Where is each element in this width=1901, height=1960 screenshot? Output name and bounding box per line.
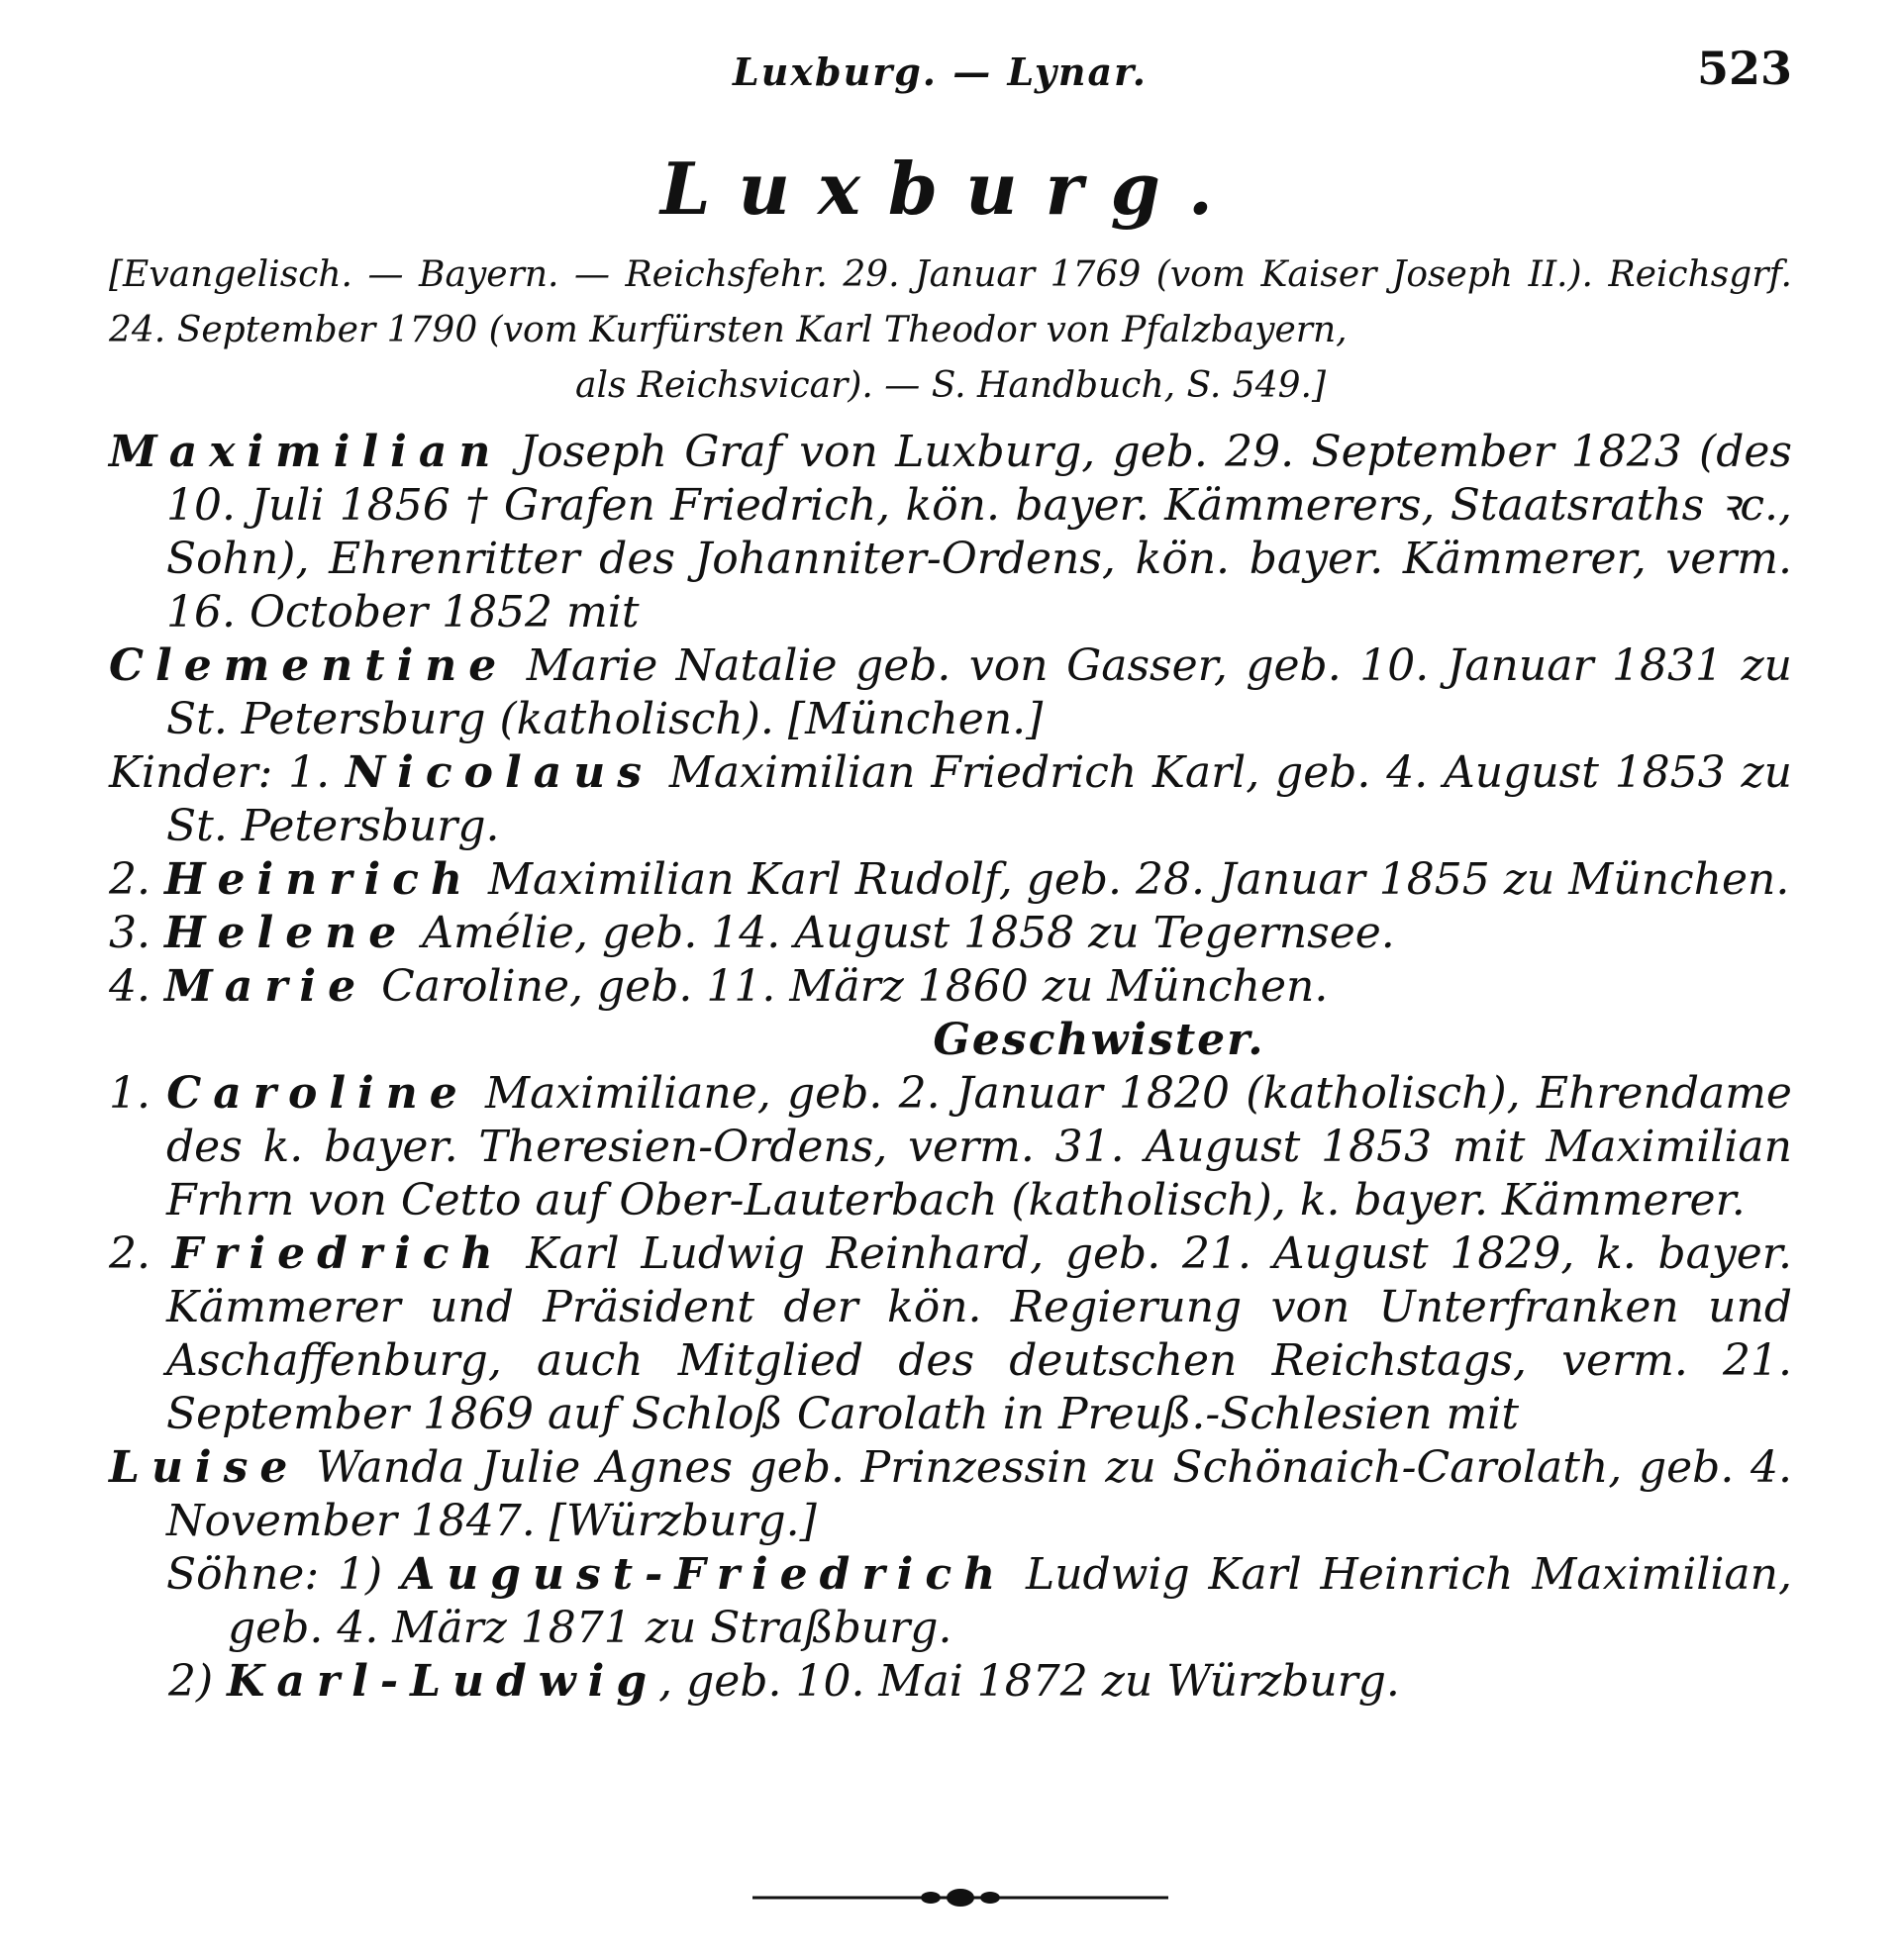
entry-text: Maximiliane, geb. 2. Januar 1820 (katholisch), Ehrendame des k. bayer. Theresien-Ordens, verm. 31. August 1853 mit Maximilian Frhrn von Cetto auf Ober-Lauterbach (katholisch), k. bayer. Kämmerer. [166,1068,1792,1225]
entry-prefix: 2. [109,854,150,905]
entry-soehne-1 [109,1548,1792,1655]
intro-line-2: als Reichsvicar). — S. Handbuch, S. 549.] [575,365,1326,406]
entry-prefix: 3. [109,908,150,958]
entry-maximilian [109,426,1792,639]
entry-name: Friedrich [171,1228,505,1279]
entry-text: Maximilian Karl Rudolf, geb. 28. Januar 1855 zu München. [487,854,1790,905]
running-title: Luxburg. — Lynar. [733,49,1148,94]
entry-soehne-2 [109,1655,1792,1709]
entry-text: Ludwig Karl Heinrich Maximilian, geb. 4. März 1871 zu Straßburg. [228,1549,1792,1653]
end-ornament-icon [752,1886,1168,1910]
entry-geschwister-1 [109,1067,1792,1227]
entry-name: August-Friedrich [401,1549,1008,1600]
entry-kinder-1 [109,746,1792,853]
entry-text: Maximilian Friedrich Karl, geb. 4. August 1853 zu St. Petersburg. [166,747,1792,851]
entry-text: Caroline, geb. 11. März 1860 zu München. [381,961,1329,1012]
entry-text: Wanda Julie Agnes geb. Prinzessin zu Schönaich-Carolath, geb. 4. November 1847. [Würzburg.] [166,1442,1792,1546]
entry-name: Helene [163,908,409,958]
entry-text: Joseph Graf von Luxburg, geb. 29. September 1823 (des 10. Juli 1856 † Grafen Friedrich, kön. bayer. Kämmerers, Staatsraths ꝛc., Sohn), Ehrenritter des Johanniter-Ordens, kön. bayer. Kämmerer, verm. 16. October 1852 mit [166,427,1792,637]
entry-geschwister-2 [109,1227,1792,1441]
entry-clementine [109,639,1792,746]
entry-prefix: Söhne: 1) [166,1549,383,1600]
entry-name: Maximilian [109,427,503,477]
entry-name: Clementine [109,640,509,691]
entry-prefix: 2) [168,1656,214,1707]
entry-prefix: 4. [109,961,150,1012]
section-heading-geschwister: Geschwister. [933,1015,1265,1065]
entry-text: , geb. 10. Mai 1872 zu Würzburg. [658,1656,1400,1707]
entry-name: Caroline [166,1068,469,1119]
entry-prefix: 1. [109,1068,150,1119]
entry-prefix: 2. [109,1228,150,1279]
entry-name: Marie [163,961,368,1012]
entry-kinder-4 [109,960,1792,1014]
entry-name: Heinrich [163,854,474,905]
entry-name: Nicolaus [345,747,654,798]
page-title: Luxburg. [660,147,1241,231]
family-intro [109,247,1792,414]
intro-line-1: [Evangelisch. — Bayern. — Reichsfehr. 29. Januar 1769 (vom Kaiser Joseph II.). Reichsgrf. 24. September 1790 (vom Kurfürsten Karl Theodor von Pfalzbayern, [109,254,1792,350]
entry-luise [109,1441,1792,1548]
entry-prefix: Kinder: 1. [109,747,331,798]
entry-kinder-3 [109,907,1792,960]
entry-name: Karl-Ludwig [227,1656,659,1707]
genealogy-body [109,426,1792,1709]
entry-name: Luise [109,1442,300,1493]
entry-text: Marie Natalie geb. von Gasser, geb. 10. Januar 1831 zu St. Petersburg (katholisch). [München.] [166,640,1792,744]
entry-text: Amélie, geb. 14. August 1858 zu Tegernsee. [422,908,1395,958]
entry-kinder-2 [109,853,1792,907]
running-head [0,42,1901,121]
page-number: 523 [1696,42,1792,95]
entry-text: Karl Ludwig Reinhard, geb. 21. August 1829, k. bayer. Kämmerer und Präsident der kön. Regierung von Unterfranken und Aschaffenburg, auch Mitglied des deutschen Reichstags, verm. 21. September 1869 auf Schloß Carolath in Preuß.-Schlesien mit [166,1228,1792,1439]
